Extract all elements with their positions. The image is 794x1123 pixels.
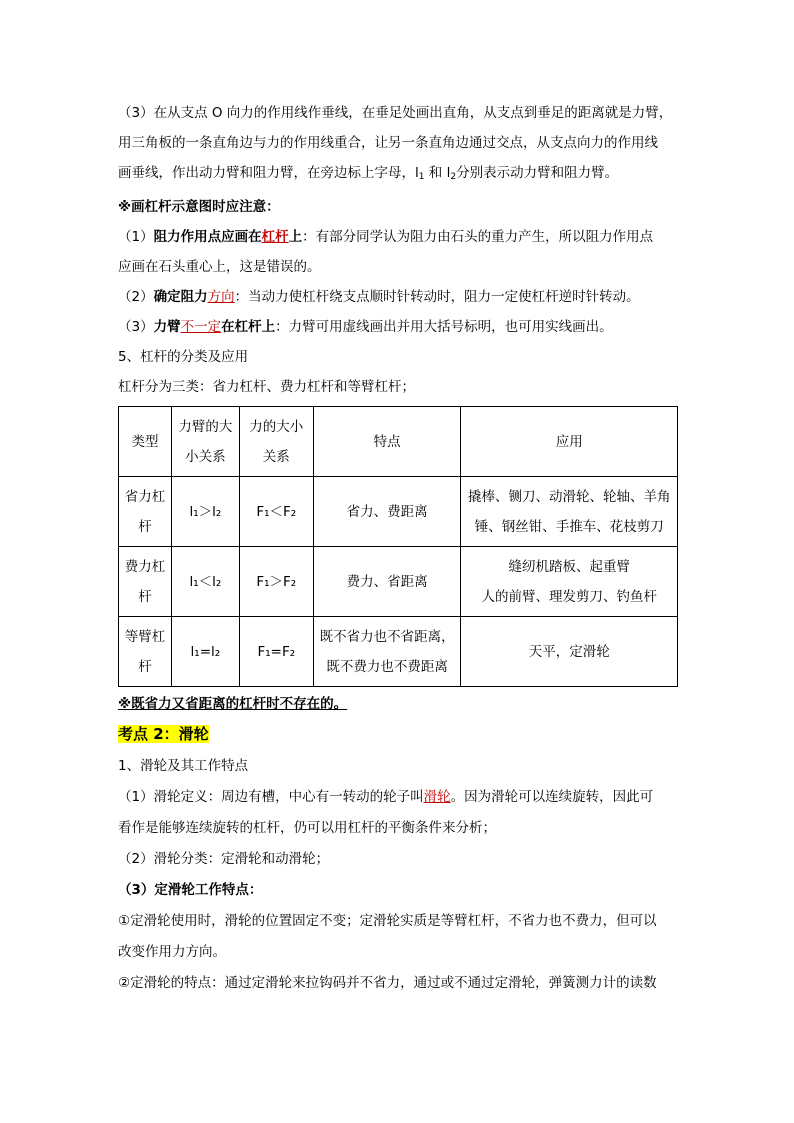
cell-application: 撬棒、铡刀、动滑轮、轮轴、羊角 锤、钢丝钳、手推车、花枝剪刀 — [461, 477, 678, 547]
lever-classification-table — [118, 406, 678, 687]
pulley-title: 1、滑轮及其工作特点 — [118, 758, 249, 774]
section3-line2: 用三角板的一条直角边与力的作用线重合，让另一条直角边通过交点，从支点向力的作用线 — [118, 135, 658, 151]
section3-line1: （3）在从支点 O 向力的作用线作垂线，在垂足处画出直角，从支点到垂足的距离就是力臂， — [118, 105, 673, 121]
note-1: （1）阻力作用点应画在杠杆上：有部分同学认为阻力由石头的重力产生，所以阻力作用点 — [118, 229, 654, 245]
classification-intro: 杠杆分为三类：省力杠杆、费力杠杆和等臂杠杆； — [118, 379, 415, 395]
cell-arm: l₁=l₂ — [171, 617, 239, 687]
section3-line3-text: 画垂线，作出动力臂和阻力臂，在旁边标上字母， — [118, 165, 415, 181]
document-body — [118, 98, 680, 999]
cell-application: 缝纫机踏板、起重臂 人的前臂、理发剪刀、钓鱼杆 — [461, 547, 678, 617]
table-header-row — [119, 407, 678, 477]
notes-heading: ※画杠杆示意图时应注意： — [118, 199, 280, 215]
pulley-red-text: 滑轮 — [423, 789, 451, 805]
note-1-red-text: 杠杆 — [261, 229, 289, 245]
note-1-line2: 应画在石头重心上，这是错误的。 — [118, 259, 321, 275]
fixed-pulley-1a: ①定滑轮使用时，滑轮的位置固定不变；定滑轮实质是等臂杠杆，不省力也不费力，但可以 — [118, 913, 657, 929]
header-feature: 特点 — [313, 407, 461, 477]
section3-line3-end: 分别表示动力臂和阻力臂。 — [456, 165, 619, 181]
cell-feature: 既不省力也不省距离， 既不费力也不费距离 — [313, 617, 461, 687]
cell-type: 等臂杠杆 — [119, 617, 172, 687]
pulley-definition: （1）滑轮定义：周边有槽，中心有一转动的轮子叫滑轮。因为滑轮可以连续旋转，因此可 — [118, 789, 654, 805]
header-type: 类型 — [119, 407, 172, 477]
fixed-pulley-heading: （3）定滑轮工作特点： — [118, 882, 263, 898]
table-row — [119, 617, 678, 687]
cell-arm: l₁＞l₂ — [171, 477, 239, 547]
fixed-pulley-2a: ②定滑轮的特点：通过定滑轮来拉钩码并不省力，通过或不通过定滑轮，弹簧测力计的读数 — [118, 975, 657, 991]
note-2-red-text: 方向 — [207, 289, 235, 305]
cell-force: F₁＜F₂ — [239, 477, 313, 547]
header-arm: 力臂的大小关系 — [171, 407, 239, 477]
table-row — [119, 477, 678, 547]
cell-application: 天平，定滑轮 — [461, 617, 678, 687]
cell-force: F₁＞F₂ — [239, 547, 313, 617]
note-3-red-text: 不一定 — [180, 319, 222, 335]
pulley-definition-line2: 看作是能够连续旋转的杠杆，仍可以用杠杆的平衡条件来分析； — [118, 820, 496, 836]
cell-arm: l₁＜l₂ — [171, 547, 239, 617]
l1-symbol: $l_1$ — [415, 165, 425, 182]
cell-type: 省力杠杆 — [119, 477, 172, 547]
section3-line3: 画垂线，作出动力臂和阻力臂，在旁边标上字母，$l_1$ 和 $l_2$分别表示动力臂和阻力臂。 — [118, 165, 619, 182]
l2-symbol: $l_2$ — [446, 165, 457, 182]
pulley-classify: （2）滑轮分类：定滑轮和动滑轮； — [118, 851, 330, 867]
cell-force: F₁=F₂ — [239, 617, 313, 687]
header-application: 应用 — [461, 407, 678, 477]
header-force: 力的大小关系 — [239, 407, 313, 477]
cell-feature: 省力、费距离 — [313, 477, 461, 547]
table-row — [119, 547, 678, 617]
cell-feature: 费力、省距离 — [313, 547, 461, 617]
classification-footnote: ※既省力又省距离的杠杆时不存在的。 — [118, 696, 348, 712]
fixed-pulley-1b: 改变作用力方向。 — [118, 944, 226, 960]
note-3: （3）力臂不一定在杠杆上：力臂可用虚线画出并用大括号标明，也可用实线画出。 — [118, 319, 613, 335]
note-2: （2）确定阻力方向：当动力使杠杆绕支点顺时针转动时，阻力一定使杠杆逆时针转动。 — [118, 289, 640, 305]
cell-type: 费力杠杆 — [119, 547, 172, 617]
kaodian-heading: 考点 2：滑轮 — [118, 725, 209, 743]
section5-title: 5、杠杆的分类及应用 — [118, 349, 249, 365]
